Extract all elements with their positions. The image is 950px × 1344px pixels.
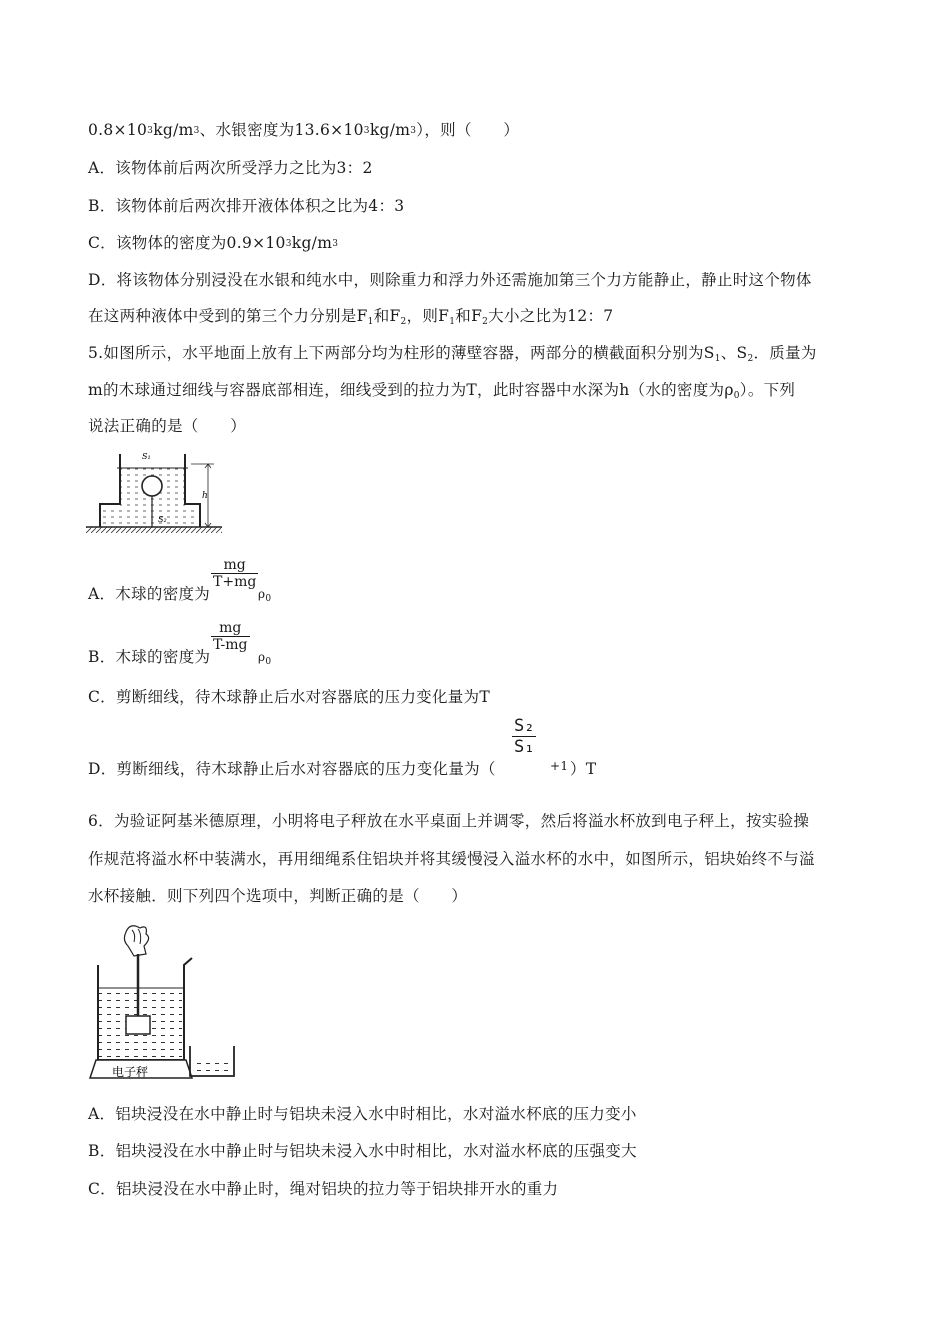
q5-option-a-fraction	[211, 557, 258, 590]
q5-option-d-suffix: ）T	[570, 760, 597, 778]
q5-option-b-fraction	[211, 620, 250, 653]
sup: 3	[285, 239, 292, 249]
sup: 3	[363, 126, 370, 136]
q6-stem-line2: 作规范将溢水杯中装满水，再用细绳系住铝块并将其缓慢浸入溢水杯的水中，如图所示，铝块始终不与溢	[88, 850, 815, 868]
q4-option-d-line2	[88, 304, 613, 326]
text: 在这两种液体中受到的第三个力分别是F	[88, 307, 368, 325]
q6-option-c: C．铝块浸没在水中静止时，绳对铝块的拉力等于铝块排开水的重力	[88, 1180, 559, 1198]
sup: 3	[193, 126, 200, 136]
numerator: mg	[219, 620, 242, 636]
q4-option-b: B．该物体前后两次排开液体体积之比为4：3	[88, 197, 405, 215]
q6-option-b: B．铝块浸没在水中静止时与铝块未浸入水中时相比，水对溢水杯底的压强变大	[88, 1142, 637, 1160]
text: ．质量为	[753, 344, 817, 362]
text: ），则（ ）	[416, 121, 520, 139]
q5-option-d-fraction	[512, 716, 536, 757]
s1-label: S₁	[142, 452, 151, 461]
q5-option-b	[88, 645, 210, 667]
denominator: T-mg	[213, 637, 248, 653]
text: 、S	[720, 344, 748, 362]
s2-label: S₂	[158, 515, 167, 524]
q5-option-a	[88, 582, 210, 604]
small-cup-water	[192, 1060, 232, 1074]
rho-zero	[258, 647, 271, 665]
q6-stem-line1: 6．为验证阿基米德原理，小明将电子秤放在水平桌面上并调零，然后将溢水杯放到电子秤上，按实验操	[88, 812, 810, 830]
sub: 1	[714, 354, 721, 364]
sub: 2	[400, 317, 407, 327]
text: 5.如图所示，水平地面上放有上下两部分均为柱形的薄壁容器，两部分的横截面积分别为S	[88, 344, 715, 362]
text: kg/m	[369, 121, 411, 139]
q5-option-d	[88, 757, 496, 779]
q5-option-c: C．剪断细线，待木球静止后水对容器底的压力变化量为T	[88, 688, 490, 706]
text: kg/m	[153, 121, 194, 139]
numerator: mg	[223, 557, 246, 573]
q6-option-a: A．铝块浸没在水中静止时与铝块未浸入水中时相比，水对溢水杯底的压力变小	[88, 1105, 637, 1123]
aluminum-block	[126, 1016, 150, 1034]
q6-overflow-cup-figure	[88, 920, 248, 1080]
rho: ρ	[258, 650, 266, 664]
wooden-ball	[142, 476, 162, 496]
q4-option-a: A．该物体前后两次所受浮力之比为3：2	[88, 159, 373, 177]
q4-option-d-line1: D．将该物体分别浸没在水银和纯水中，则除重力和浮力外还需施加第三个力方能静止，静止时这个物体	[88, 271, 812, 289]
scale-label: 电子秤	[112, 1065, 149, 1079]
sub: 0	[265, 594, 272, 604]
sub: 0	[733, 391, 740, 401]
q4-option-c	[88, 231, 338, 253]
text: ）。下列	[739, 381, 796, 399]
text: 和F	[455, 307, 483, 325]
numerator: S₂	[514, 716, 535, 736]
q6-stem-line3: 水杯接触．则下列四个选项中，判断正确的是（ ）	[88, 887, 468, 905]
sub: 2	[482, 317, 489, 327]
sub: 2	[747, 354, 754, 364]
rho-zero	[258, 584, 271, 602]
text: ，则F	[406, 307, 450, 325]
sup: 3	[410, 126, 417, 136]
text: B．木球的密度为	[88, 648, 211, 666]
text: 、水银密度为13.6×10	[199, 121, 364, 139]
denominator: S₁	[514, 737, 535, 757]
hand	[124, 926, 148, 956]
text: 大小之比为12：7	[488, 307, 614, 325]
sup: 3	[147, 126, 154, 136]
text: 0.8×10	[88, 121, 148, 139]
text: A．木球的密度为	[88, 585, 211, 603]
sub: 1	[367, 317, 374, 327]
h-label: h	[202, 491, 208, 501]
text: kg/m	[291, 234, 333, 252]
q5-option-d-plus: +1	[550, 759, 569, 773]
denominator: T+mg	[213, 574, 257, 590]
q5-stem-line3: 说法正确的是（ ）	[88, 417, 247, 435]
rho: ρ	[258, 587, 266, 601]
sub: 0	[265, 657, 272, 667]
text: C．该物体的密度为0.9×10	[88, 234, 286, 252]
q5-stem-line1	[88, 341, 817, 363]
q4-line1	[88, 118, 519, 140]
q5-stem-line2	[88, 378, 795, 400]
sup: 3	[332, 239, 339, 249]
q5-container-figure	[86, 448, 226, 536]
sub: 1	[449, 317, 456, 327]
text: m的木球通过细线与容器底部相连，细线受到的拉力为T，此时容器中水深为h（水的密度为ρ	[88, 381, 734, 399]
text: 和F	[373, 307, 401, 325]
text: D．剪断细线，待木球静止后水对容器底的压力变化量为（	[88, 760, 496, 778]
